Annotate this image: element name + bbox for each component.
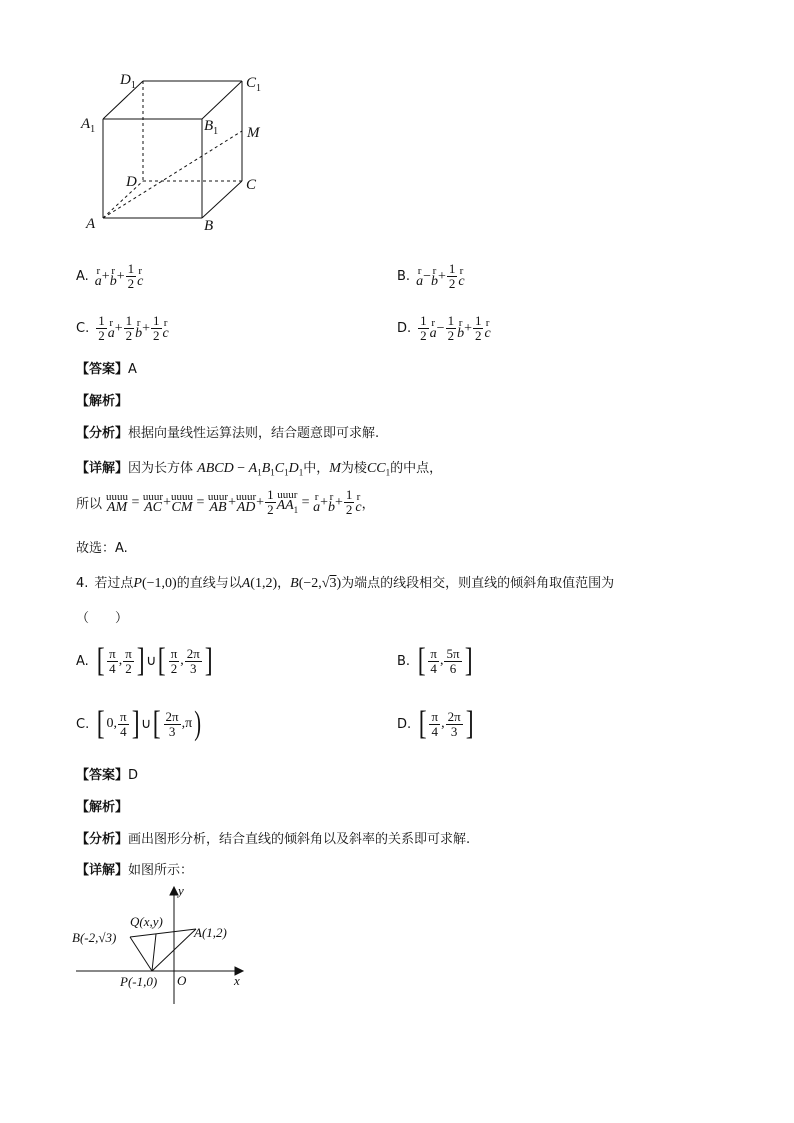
label-B: B <box>204 218 214 234</box>
q4-fenxi: 【分析】画出图形分析，结合直线的倾斜角以及斜率的关系即可求解. <box>76 832 471 847</box>
label-C1: $C_1$ <box>246 75 262 94</box>
label-D1: $D_1$ <box>120 72 136 91</box>
q3-option-d[interactable]: D. $\frac{1}{2}$ r a − $\frac{1}{2}$ r b + $\frac{1}{2}$ r c <box>397 313 491 343</box>
q3-option-a[interactable]: A. r a + r b + $\frac{1}{2}$ r c <box>76 261 144 291</box>
q4-option-b[interactable]: B. [ $\frac{\pi}{4}$ , $\frac{5\pi}{6}$ ] <box>397 642 473 679</box>
q3-option-b[interactable]: B. r a − r b + $\frac{1}{2}$ r c <box>397 261 465 291</box>
graph-point-a: A(1,2) <box>194 925 227 940</box>
label-A: A <box>86 216 96 232</box>
q3-analysis-heading: 【解析】 <box>76 394 129 409</box>
cuboid-figure <box>76 66 276 238</box>
q4-answer: 【答案】D <box>76 768 139 783</box>
q3-fenxi: 【分析】根据向量线性运算法则，结合题意即可求解. <box>76 426 380 441</box>
label-A1: $A_1$ <box>81 116 96 135</box>
q3-conclusion: 故选：A. <box>76 541 128 556</box>
q3-vector-equation: 所以 uuuu AM = uuur AC + uuuu CM = uuur AB + uuur AD + $\frac{1}{2}$ uuur $AA_1$ = r a + r b + $\frac{1}{2}$ r c ， <box>76 487 375 517</box>
q4-option-d[interactable]: D. [ $\frac{\pi}{4}$ , $\frac{2\pi}{3}$ ] <box>397 705 474 742</box>
label-C: C <box>246 177 257 193</box>
q3-answer: 【答案】A <box>76 362 137 377</box>
label-M: M <box>247 125 260 141</box>
q4-option-a[interactable]: A. [ $\frac{\pi}{4}$ , $\frac{\pi}{2}$ ] ∪ [ $\frac{\pi}{2}$ , $\frac{2\pi}{3}$ ] <box>76 642 213 679</box>
graph-point-p: P(-1,0) <box>120 974 158 989</box>
graph-point-b: B(-2,√3) <box>72 930 117 945</box>
graph-y-label: y <box>178 883 184 898</box>
coordinate-graph <box>68 882 258 1010</box>
q4-analysis-heading: 【解析】 <box>76 800 129 815</box>
label-D: D <box>126 174 137 190</box>
q3-option-c[interactable]: C. $\frac{1}{2}$ r a + $\frac{1}{2}$ r b + $\frac{1}{2}$ r c <box>76 313 169 343</box>
graph-point-q: Q(x,y) <box>130 914 163 929</box>
q4-stem: 4. 若过点P(−1,0)的直线与以A(1,2)，B(−2,√3)为端点的线段相交，则直线的倾斜角取值范围为 <box>76 576 615 591</box>
graph-x-label: x <box>234 973 240 988</box>
q4-xiangjie: 【详解】如图所示： <box>76 863 194 878</box>
graph-origin-label: O <box>177 973 187 988</box>
q3-xiangjie: 【详解】因为长方体 ABCD − $A_1B_1C_1D_1$中，M为棱$CC_1$的中点， <box>76 461 443 478</box>
q4-paren: （ ） <box>76 611 129 626</box>
q4-option-c[interactable]: C. [ 0, $\frac{\pi}{4}$ ] ∪ [ $\frac{2\pi}{3}$ ,π ) <box>76 705 202 742</box>
label-B1: $B_1$ <box>204 118 219 137</box>
